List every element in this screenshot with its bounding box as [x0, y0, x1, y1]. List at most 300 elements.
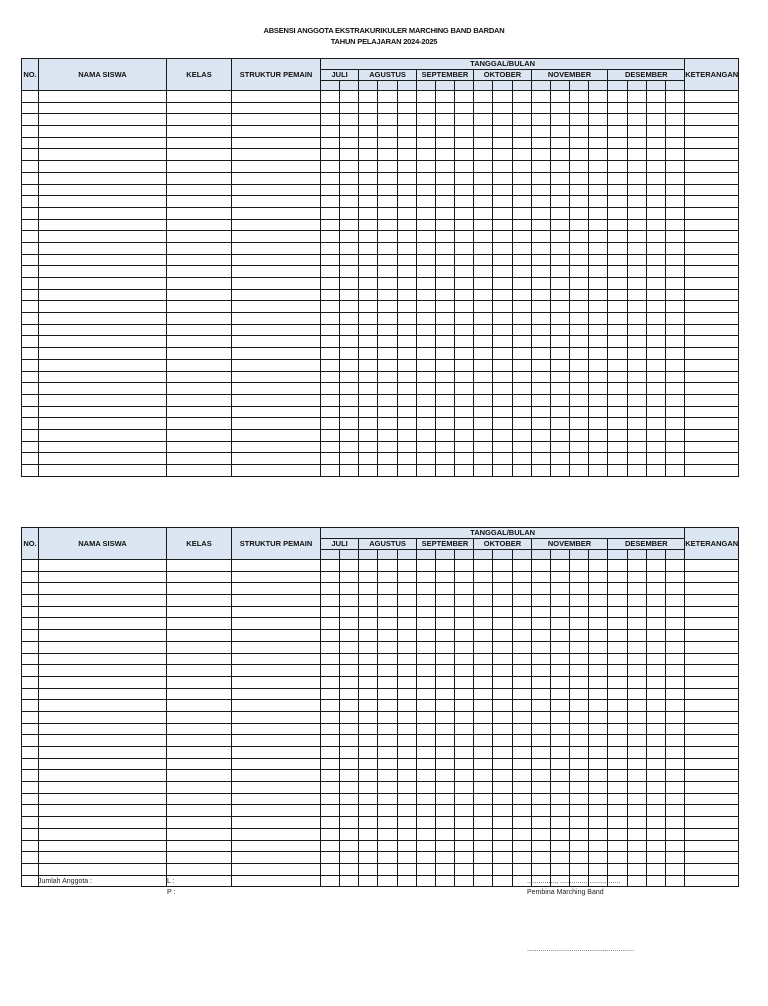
table-cell[interactable]: [646, 618, 665, 630]
table-cell[interactable]: [167, 560, 232, 572]
table-cell[interactable]: [589, 828, 608, 840]
table-cell[interactable]: [397, 595, 416, 607]
table-cell[interactable]: [685, 359, 739, 371]
table-cell[interactable]: [321, 441, 340, 453]
table-cell[interactable]: [416, 359, 435, 371]
table-cell[interactable]: [493, 336, 512, 348]
table-cell[interactable]: [39, 172, 167, 184]
table-cell[interactable]: [665, 137, 684, 149]
table-cell[interactable]: [550, 441, 569, 453]
table-cell[interactable]: [493, 406, 512, 418]
table-cell[interactable]: [474, 828, 493, 840]
table-cell[interactable]: [397, 805, 416, 817]
table-cell[interactable]: [455, 700, 474, 712]
table-cell[interactable]: [22, 618, 39, 630]
table-cell[interactable]: [378, 137, 397, 149]
table-cell[interactable]: [397, 665, 416, 677]
table-cell[interactable]: [321, 324, 340, 336]
table-cell[interactable]: [589, 630, 608, 642]
table-cell[interactable]: [550, 254, 569, 266]
table-cell[interactable]: [321, 618, 340, 630]
table-cell[interactable]: [646, 560, 665, 572]
table-cell[interactable]: [512, 406, 531, 418]
table-cell[interactable]: [416, 91, 435, 103]
table-cell[interactable]: [608, 289, 627, 301]
table-cell[interactable]: [167, 453, 232, 465]
table-cell[interactable]: [531, 114, 550, 126]
table-cell[interactable]: [321, 665, 340, 677]
table-cell[interactable]: [167, 747, 232, 759]
table-cell[interactable]: [512, 242, 531, 254]
table-cell[interactable]: [550, 324, 569, 336]
table-cell[interactable]: [397, 875, 416, 887]
table-cell[interactable]: [608, 840, 627, 852]
table-cell[interactable]: [493, 747, 512, 759]
table-cell[interactable]: [359, 184, 378, 196]
table-cell[interactable]: [435, 723, 454, 735]
table-cell[interactable]: [550, 278, 569, 290]
table-cell[interactable]: [608, 805, 627, 817]
table-cell[interactable]: [359, 828, 378, 840]
table-cell[interactable]: [378, 583, 397, 595]
table-cell[interactable]: [512, 219, 531, 231]
table-cell[interactable]: [340, 863, 359, 875]
table-cell[interactable]: [646, 571, 665, 583]
table-cell[interactable]: [608, 254, 627, 266]
table-cell[interactable]: [608, 336, 627, 348]
table-cell[interactable]: [665, 453, 684, 465]
table-cell[interactable]: [627, 793, 646, 805]
table-cell[interactable]: [167, 665, 232, 677]
table-cell[interactable]: [627, 429, 646, 441]
table-cell[interactable]: [474, 583, 493, 595]
table-cell[interactable]: [685, 254, 739, 266]
table-cell[interactable]: [589, 161, 608, 173]
table-cell[interactable]: [627, 653, 646, 665]
table-cell[interactable]: [646, 102, 665, 114]
table-cell[interactable]: [531, 196, 550, 208]
table-cell[interactable]: [22, 406, 39, 418]
table-cell[interactable]: [378, 805, 397, 817]
table-cell[interactable]: [646, 429, 665, 441]
table-cell[interactable]: [232, 313, 321, 325]
table-cell[interactable]: [493, 219, 512, 231]
table-cell[interactable]: [512, 782, 531, 794]
table-cell[interactable]: [493, 137, 512, 149]
table-cell[interactable]: [474, 383, 493, 395]
table-cell[interactable]: [340, 453, 359, 465]
table-cell[interactable]: [589, 653, 608, 665]
table-cell[interactable]: [685, 817, 739, 829]
table-cell[interactable]: [39, 852, 167, 864]
table-cell[interactable]: [685, 196, 739, 208]
table-cell[interactable]: [627, 383, 646, 395]
table-cell[interactable]: [232, 723, 321, 735]
table-cell[interactable]: [550, 219, 569, 231]
table-cell[interactable]: [455, 91, 474, 103]
table-cell[interactable]: [39, 219, 167, 231]
table-cell[interactable]: [550, 852, 569, 864]
table-cell[interactable]: [435, 560, 454, 572]
table-cell[interactable]: [531, 805, 550, 817]
table-cell[interactable]: [359, 219, 378, 231]
table-cell[interactable]: [397, 359, 416, 371]
table-cell[interactable]: [493, 441, 512, 453]
table-cell[interactable]: [646, 196, 665, 208]
table-cell[interactable]: [39, 840, 167, 852]
table-cell[interactable]: [321, 231, 340, 243]
table-cell[interactable]: [665, 324, 684, 336]
table-cell[interactable]: [665, 254, 684, 266]
table-cell[interactable]: [455, 770, 474, 782]
table-cell[interactable]: [167, 676, 232, 688]
table-cell[interactable]: [493, 630, 512, 642]
table-cell[interactable]: [397, 394, 416, 406]
table-cell[interactable]: [232, 324, 321, 336]
table-cell[interactable]: [321, 700, 340, 712]
table-cell[interactable]: [455, 242, 474, 254]
table-cell[interactable]: [435, 618, 454, 630]
table-cell[interactable]: [167, 429, 232, 441]
table-cell[interactable]: [416, 441, 435, 453]
table-cell[interactable]: [474, 254, 493, 266]
table-cell[interactable]: [665, 560, 684, 572]
table-cell[interactable]: [340, 126, 359, 138]
table-cell[interactable]: [627, 453, 646, 465]
table-cell[interactable]: [378, 618, 397, 630]
table-cell[interactable]: [359, 126, 378, 138]
table-cell[interactable]: [340, 406, 359, 418]
table-cell[interactable]: [359, 231, 378, 243]
table-cell[interactable]: [416, 618, 435, 630]
table-cell[interactable]: [474, 782, 493, 794]
table-cell[interactable]: [416, 641, 435, 653]
table-cell[interactable]: [232, 758, 321, 770]
table-cell[interactable]: [512, 418, 531, 430]
table-cell[interactable]: [321, 278, 340, 290]
table-cell[interactable]: [232, 676, 321, 688]
table-cell[interactable]: [321, 394, 340, 406]
table-cell[interactable]: [321, 571, 340, 583]
table-cell[interactable]: [665, 665, 684, 677]
table-cell[interactable]: [167, 207, 232, 219]
table-cell[interactable]: [685, 114, 739, 126]
table-cell[interactable]: [39, 676, 167, 688]
table-cell[interactable]: [531, 688, 550, 700]
table-cell[interactable]: [493, 595, 512, 607]
table-cell[interactable]: [167, 711, 232, 723]
table-cell[interactable]: [685, 560, 739, 572]
table-cell[interactable]: [232, 641, 321, 653]
table-cell[interactable]: [627, 231, 646, 243]
table-cell[interactable]: [493, 770, 512, 782]
table-cell[interactable]: [416, 630, 435, 642]
table-cell[interactable]: [570, 371, 589, 383]
table-cell[interactable]: [22, 665, 39, 677]
table-cell[interactable]: [416, 207, 435, 219]
table-cell[interactable]: [22, 817, 39, 829]
table-cell[interactable]: [22, 348, 39, 360]
table-cell[interactable]: [435, 606, 454, 618]
table-cell[interactable]: [512, 336, 531, 348]
table-cell[interactable]: [321, 219, 340, 231]
table-cell[interactable]: [493, 700, 512, 712]
table-cell[interactable]: [397, 852, 416, 864]
table-cell[interactable]: [512, 126, 531, 138]
table-cell[interactable]: [378, 735, 397, 747]
table-cell[interactable]: [512, 735, 531, 747]
table-cell[interactable]: [493, 840, 512, 852]
table-cell[interactable]: [340, 828, 359, 840]
table-cell[interactable]: [550, 641, 569, 653]
table-cell[interactable]: [531, 231, 550, 243]
table-cell[interactable]: [397, 91, 416, 103]
table-cell[interactable]: [435, 630, 454, 642]
table-cell[interactable]: [531, 441, 550, 453]
table-cell[interactable]: [435, 758, 454, 770]
table-cell[interactable]: [359, 371, 378, 383]
table-cell[interactable]: [512, 184, 531, 196]
table-cell[interactable]: [646, 453, 665, 465]
table-cell[interactable]: [455, 278, 474, 290]
table-cell[interactable]: [665, 359, 684, 371]
table-cell[interactable]: [39, 606, 167, 618]
table-cell[interactable]: [608, 172, 627, 184]
table-cell[interactable]: [665, 618, 684, 630]
table-cell[interactable]: [589, 207, 608, 219]
table-cell[interactable]: [493, 301, 512, 313]
table-cell[interactable]: [359, 289, 378, 301]
table-cell[interactable]: [589, 149, 608, 161]
table-cell[interactable]: [589, 91, 608, 103]
table-cell[interactable]: [685, 793, 739, 805]
table-cell[interactable]: [397, 348, 416, 360]
table-cell[interactable]: [321, 606, 340, 618]
table-cell[interactable]: [359, 196, 378, 208]
table-cell[interactable]: [474, 758, 493, 770]
table-cell[interactable]: [646, 758, 665, 770]
table-cell[interactable]: [455, 336, 474, 348]
table-cell[interactable]: [435, 172, 454, 184]
table-cell[interactable]: [378, 336, 397, 348]
table-cell[interactable]: [39, 126, 167, 138]
table-cell[interactable]: [455, 863, 474, 875]
table-cell[interactable]: [359, 676, 378, 688]
table-cell[interactable]: [340, 441, 359, 453]
table-cell[interactable]: [340, 114, 359, 126]
table-cell[interactable]: [608, 653, 627, 665]
table-cell[interactable]: [359, 161, 378, 173]
table-cell[interactable]: [589, 324, 608, 336]
table-cell[interactable]: [608, 429, 627, 441]
table-cell[interactable]: [359, 394, 378, 406]
table-cell[interactable]: [39, 770, 167, 782]
table-cell[interactable]: [608, 852, 627, 864]
table-cell[interactable]: [665, 266, 684, 278]
table-cell[interactable]: [608, 219, 627, 231]
table-cell[interactable]: [435, 805, 454, 817]
table-cell[interactable]: [455, 184, 474, 196]
table-cell[interactable]: [589, 231, 608, 243]
table-cell[interactable]: [321, 371, 340, 383]
table-cell[interactable]: [39, 289, 167, 301]
table-cell[interactable]: [455, 348, 474, 360]
table-cell[interactable]: [474, 137, 493, 149]
table-cell[interactable]: [397, 793, 416, 805]
table-cell[interactable]: [570, 453, 589, 465]
table-cell[interactable]: [512, 723, 531, 735]
table-cell[interactable]: [512, 758, 531, 770]
table-cell[interactable]: [397, 676, 416, 688]
table-cell[interactable]: [589, 665, 608, 677]
table-cell[interactable]: [359, 278, 378, 290]
table-cell[interactable]: [435, 196, 454, 208]
table-cell[interactable]: [378, 231, 397, 243]
table-cell[interactable]: [512, 793, 531, 805]
table-cell[interactable]: [397, 406, 416, 418]
table-cell[interactable]: [589, 289, 608, 301]
table-cell[interactable]: [435, 817, 454, 829]
table-cell[interactable]: [608, 301, 627, 313]
table-cell[interactable]: [550, 465, 569, 477]
table-cell[interactable]: [416, 242, 435, 254]
table-cell[interactable]: [665, 278, 684, 290]
table-cell[interactable]: [39, 184, 167, 196]
table-cell[interactable]: [340, 676, 359, 688]
table-cell[interactable]: [550, 863, 569, 875]
table-cell[interactable]: [167, 348, 232, 360]
table-cell[interactable]: [397, 289, 416, 301]
table-cell[interactable]: [474, 242, 493, 254]
table-cell[interactable]: [321, 114, 340, 126]
table-cell[interactable]: [22, 828, 39, 840]
table-cell[interactable]: [608, 266, 627, 278]
table-cell[interactable]: [589, 688, 608, 700]
table-cell[interactable]: [570, 102, 589, 114]
table-cell[interactable]: [570, 711, 589, 723]
table-cell[interactable]: [167, 782, 232, 794]
table-cell[interactable]: [493, 266, 512, 278]
table-cell[interactable]: [474, 793, 493, 805]
table-cell[interactable]: [167, 758, 232, 770]
table-cell[interactable]: [570, 231, 589, 243]
table-cell[interactable]: [167, 441, 232, 453]
table-cell[interactable]: [39, 91, 167, 103]
table-cell[interactable]: [435, 406, 454, 418]
table-cell[interactable]: [646, 805, 665, 817]
table-cell[interactable]: [685, 782, 739, 794]
table-cell[interactable]: [570, 254, 589, 266]
table-cell[interactable]: [570, 441, 589, 453]
table-cell[interactable]: [474, 196, 493, 208]
table-cell[interactable]: [232, 126, 321, 138]
table-cell[interactable]: [627, 641, 646, 653]
table-cell[interactable]: [550, 289, 569, 301]
table-cell[interactable]: [378, 278, 397, 290]
table-cell[interactable]: [39, 665, 167, 677]
table-cell[interactable]: [22, 747, 39, 759]
table-cell[interactable]: [570, 817, 589, 829]
table-cell[interactable]: [232, 618, 321, 630]
table-cell[interactable]: [232, 278, 321, 290]
table-cell[interactable]: [493, 242, 512, 254]
table-cell[interactable]: [397, 560, 416, 572]
table-cell[interactable]: [416, 711, 435, 723]
table-cell[interactable]: [232, 336, 321, 348]
table-cell[interactable]: [646, 383, 665, 395]
table-cell[interactable]: [474, 618, 493, 630]
table-cell[interactable]: [167, 653, 232, 665]
table-cell[interactable]: [608, 418, 627, 430]
table-cell[interactable]: [435, 852, 454, 864]
table-cell[interactable]: [646, 149, 665, 161]
table-cell[interactable]: [685, 583, 739, 595]
table-cell[interactable]: [685, 758, 739, 770]
table-cell[interactable]: [167, 254, 232, 266]
table-cell[interactable]: [570, 793, 589, 805]
table-cell[interactable]: [232, 688, 321, 700]
table-cell[interactable]: [512, 653, 531, 665]
table-cell[interactable]: [531, 324, 550, 336]
table-cell[interactable]: [416, 184, 435, 196]
table-cell[interactable]: [589, 805, 608, 817]
table-cell[interactable]: [570, 242, 589, 254]
table-cell[interactable]: [167, 266, 232, 278]
table-cell[interactable]: [474, 805, 493, 817]
table-cell[interactable]: [685, 371, 739, 383]
table-cell[interactable]: [570, 161, 589, 173]
table-cell[interactable]: [627, 406, 646, 418]
table-cell[interactable]: [359, 571, 378, 583]
table-cell[interactable]: [167, 735, 232, 747]
table-cell[interactable]: [570, 641, 589, 653]
table-cell[interactable]: [474, 606, 493, 618]
table-cell[interactable]: [435, 278, 454, 290]
table-cell[interactable]: [550, 676, 569, 688]
table-cell[interactable]: [397, 840, 416, 852]
table-cell[interactable]: [512, 676, 531, 688]
table-cell[interactable]: [570, 429, 589, 441]
table-cell[interactable]: [359, 359, 378, 371]
table-cell[interactable]: [455, 231, 474, 243]
table-cell[interactable]: [378, 289, 397, 301]
table-cell[interactable]: [435, 465, 454, 477]
table-cell[interactable]: [665, 91, 684, 103]
table-cell[interactable]: [608, 207, 627, 219]
table-cell[interactable]: [39, 828, 167, 840]
table-cell[interactable]: [435, 184, 454, 196]
table-cell[interactable]: [39, 560, 167, 572]
table-cell[interactable]: [340, 207, 359, 219]
table-cell[interactable]: [416, 676, 435, 688]
table-cell[interactable]: [232, 560, 321, 572]
table-cell[interactable]: [359, 770, 378, 782]
table-cell[interactable]: [627, 149, 646, 161]
table-cell[interactable]: [493, 453, 512, 465]
table-cell[interactable]: [416, 394, 435, 406]
table-cell[interactable]: [531, 254, 550, 266]
table-cell[interactable]: [570, 688, 589, 700]
table-cell[interactable]: [435, 782, 454, 794]
table-cell[interactable]: [435, 735, 454, 747]
table-cell[interactable]: [512, 114, 531, 126]
table-cell[interactable]: [321, 817, 340, 829]
table-cell[interactable]: [627, 700, 646, 712]
table-cell[interactable]: [493, 394, 512, 406]
table-cell[interactable]: [378, 102, 397, 114]
table-cell[interactable]: [685, 102, 739, 114]
table-cell[interactable]: [167, 114, 232, 126]
